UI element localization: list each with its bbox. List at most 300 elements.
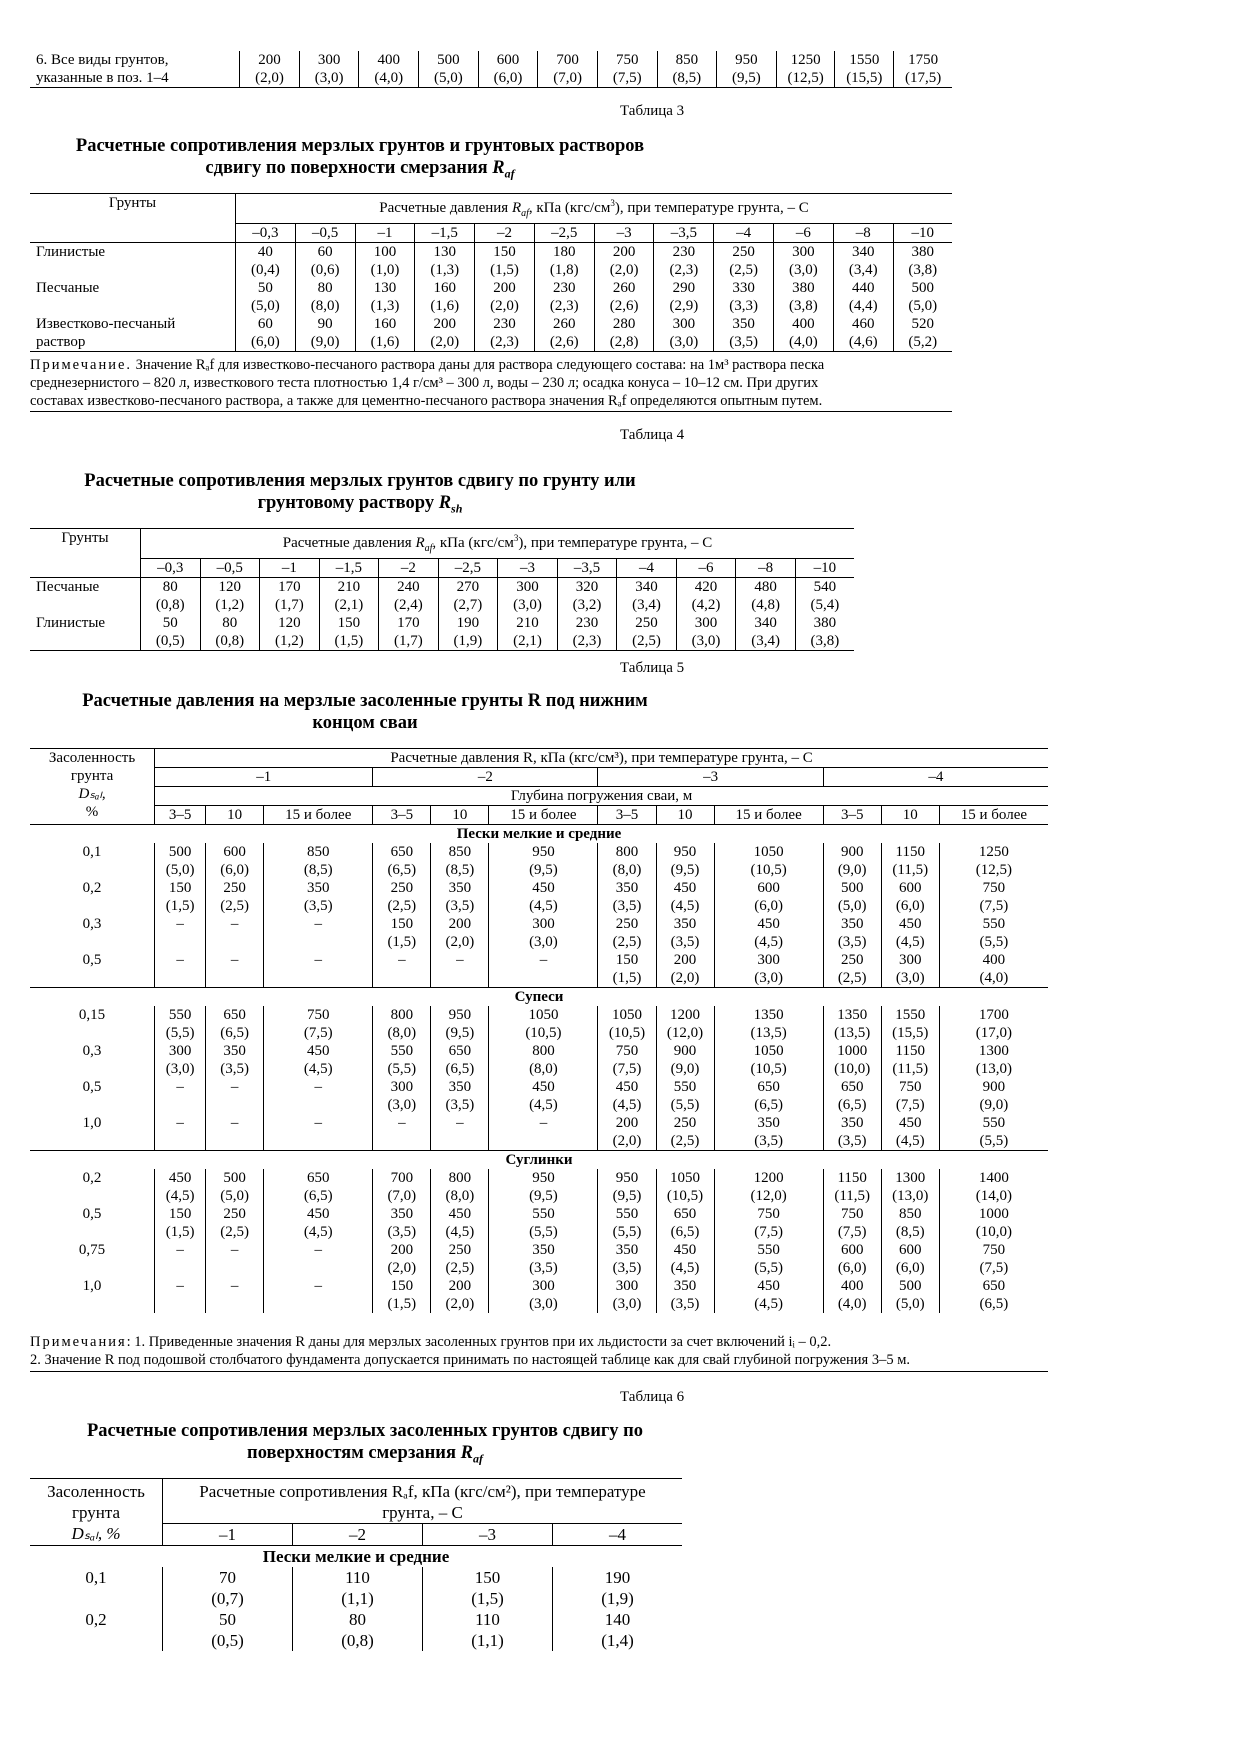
table-cell (200, 578, 260, 615)
cell-value: 750 (615, 52, 639, 68)
table-cell (295, 315, 355, 352)
table-cell (538, 51, 598, 88)
cell-value: 200 (448, 916, 472, 932)
table-cell (264, 1205, 373, 1241)
cell-value (264, 1096, 372, 1114)
cell-value: 600 (223, 844, 246, 860)
cell-value: (12,0) (666, 1025, 704, 1041)
cell-value: (1,3) (370, 298, 400, 314)
table-3-title: Расчетные сопротивления мерзлых грунтов и грунтовых растворов сдвигу по поверхности смерзания $R_{af}$ (75, 136, 645, 181)
table-cell (881, 1169, 939, 1205)
cell-value: 750 (982, 880, 1006, 896)
cell-value: (3,0) (754, 970, 783, 986)
cell-value: (12,0) (750, 1188, 787, 1204)
cell-value: (4,5) (754, 934, 783, 950)
table-cell (264, 1241, 373, 1277)
cell-value: 450 (307, 1043, 330, 1059)
cell-value: 950 (532, 844, 555, 860)
table-cell (206, 1042, 264, 1078)
salinity-value (30, 915, 155, 951)
table-row (30, 1609, 682, 1651)
cell-value: 600 (840, 1242, 864, 1258)
cell-value: (9,5) (612, 1188, 642, 1204)
cell-value: – (314, 952, 322, 968)
cell-value: (9,0) (837, 862, 867, 878)
cell-value: (8,5) (445, 862, 475, 878)
cell-value: –2,5 (454, 560, 482, 576)
cell-value: 250 (673, 1115, 697, 1131)
table-cell (656, 1277, 714, 1313)
cell-value: 520 (911, 316, 935, 332)
cell-value: 1750 (908, 52, 939, 68)
cell-value: 200 (493, 280, 516, 296)
cell-value: (11,5) (834, 1188, 871, 1204)
cell-value: 550 (982, 1115, 1006, 1131)
cell-value: 350 (757, 1115, 780, 1131)
cell-value: 350 (840, 1115, 864, 1131)
cell-value: (6,5) (303, 1188, 333, 1204)
cell-value (206, 1096, 263, 1114)
cell-value: 260 (612, 280, 636, 296)
table-cell (553, 1609, 683, 1651)
table-cell (293, 1609, 423, 1651)
cell-value: 650 (757, 1079, 780, 1095)
cell-value: 600 (898, 880, 922, 896)
cell-value: (2,0) (445, 934, 475, 950)
table-cell (656, 843, 714, 879)
cell-value: 330 (732, 280, 755, 296)
cell-value: (1,5) (334, 633, 364, 649)
cell-value: 350 (615, 880, 639, 896)
cell-value: 1200 (670, 1007, 701, 1023)
cell-value: –1,5 (335, 560, 362, 576)
cell-value: 1400 (978, 1170, 1009, 1186)
cell-value: (1,2) (215, 597, 245, 613)
cell-value: 0,3 (82, 1043, 102, 1059)
cell-value: (7,5) (979, 1260, 1009, 1276)
temp-header (654, 224, 714, 243)
cell-value: (4,4) (848, 298, 878, 314)
table-cell (431, 1042, 489, 1078)
table-cell (893, 243, 952, 280)
temp-header (833, 224, 893, 243)
table-cell (489, 1078, 598, 1114)
table-cell (939, 1042, 1048, 1078)
table-cell (881, 879, 939, 915)
cell-value: 850 (307, 844, 330, 860)
table-cell (264, 1006, 373, 1042)
table-cell (774, 315, 834, 352)
cell-value: (2,3) (490, 334, 519, 350)
table-cell (264, 951, 373, 988)
cell-value: 550 (673, 1079, 697, 1095)
table-cell (939, 1241, 1048, 1277)
salinity-value (30, 1006, 155, 1042)
cell-value: 650 (223, 1007, 246, 1023)
cell-value: (10,5) (750, 862, 787, 878)
cell-value: 450 (898, 1115, 922, 1131)
cell-value: 450 (757, 1278, 780, 1294)
table-cell (939, 1006, 1048, 1042)
cell-value: –3,5 (670, 225, 697, 241)
salinity-value (30, 1609, 163, 1651)
cell-value: – (176, 952, 184, 968)
table-cell (714, 1006, 823, 1042)
cell-value: (5,5) (979, 1133, 1009, 1149)
table-cell (295, 279, 355, 315)
cell-value: 1300 (895, 1170, 926, 1186)
cell-value: 0,2 (82, 880, 102, 896)
depth-col-header (881, 806, 939, 825)
cell-value: 750 (615, 1043, 639, 1059)
cell-value: 130 (433, 244, 456, 260)
cell-value: 230 (493, 316, 516, 332)
cell-value: (6,0) (220, 862, 250, 878)
cell-value: –2 (477, 769, 493, 785)
table-cell (654, 243, 714, 280)
pressure-header: Расчетные давления R, кПа (кгс/см³), при температуре грунта, – С (155, 749, 1048, 768)
cell-value: Песчаные (36, 579, 100, 595)
cell-value: 300 (615, 1278, 639, 1294)
table-cell (939, 879, 1048, 915)
cell-value: 0,2 (85, 1610, 107, 1629)
table-cell (823, 951, 881, 988)
table-cell (423, 1567, 553, 1609)
cell-value: 550 (532, 1206, 555, 1222)
cell-value: –2 (400, 560, 416, 576)
cell-value (206, 1295, 263, 1313)
cell-value: (6,0) (895, 1260, 925, 1276)
table-cell (489, 1006, 598, 1042)
cell-value (264, 1132, 372, 1150)
cell-value (155, 1096, 205, 1114)
cell-value: 450 (898, 916, 922, 932)
cell-value: (1,7) (274, 597, 304, 613)
cell-value: 110 (475, 1610, 500, 1629)
cell-value: (0,8) (215, 633, 245, 649)
cell-value: раствор (36, 334, 86, 350)
table-cell (438, 614, 498, 651)
cell-value: (5,0) (434, 70, 463, 86)
cell-value: (5,5) (612, 1224, 642, 1240)
table-cell (881, 1078, 939, 1114)
table-cell (657, 51, 717, 88)
cell-value: 1,0 (82, 1115, 102, 1131)
cell-value: 240 (397, 579, 420, 595)
cell-value: (5,0) (837, 898, 867, 914)
table-row (30, 243, 952, 280)
table-cell (823, 1205, 881, 1241)
cell-value: (3,0) (529, 1296, 558, 1312)
col-salinity-header: Засоленность грунта Dₛₐₗ, % (47, 1482, 145, 1543)
cell-value: 1350 (837, 1007, 868, 1023)
temp-header (295, 224, 355, 243)
table-cell (373, 1277, 431, 1313)
cell-value: 800 (615, 844, 639, 860)
temp-group-header (155, 768, 373, 787)
table-cell (155, 951, 206, 988)
cell-value: 200 (448, 1278, 472, 1294)
cell-value: Пески мелкие и средние (456, 826, 622, 842)
cell-value: 150 (390, 916, 414, 932)
table-cell (475, 243, 535, 280)
cell-value: 1050 (612, 1007, 642, 1023)
table-cell (823, 879, 881, 915)
table-cell (823, 1078, 881, 1114)
table-cell (373, 1042, 431, 1078)
cell-value: (2,1) (513, 633, 542, 649)
cell-value: –3 (616, 225, 632, 241)
cell-value: 90 (317, 316, 333, 332)
cell-value: 460 (851, 316, 875, 332)
cell-value: 450 (448, 1206, 472, 1222)
col-salinity-header: Засоленность грунта Dₛₐₗ, % (48, 750, 136, 820)
cell-value: (2,5) (632, 633, 661, 649)
salinity-value (30, 879, 155, 915)
salinity-value (30, 1078, 155, 1114)
cell-value: (3,5) (837, 1133, 867, 1149)
table-cell (415, 243, 475, 280)
table-cell (823, 915, 881, 951)
depth-col-header (656, 806, 714, 825)
cell-value: (2,5) (729, 262, 759, 278)
table-cell (373, 1241, 431, 1277)
cell-value: (9,5) (529, 1188, 558, 1204)
cell-value: (9,0) (979, 1097, 1009, 1113)
cell-value: (6,0) (251, 334, 280, 350)
temp-header (893, 224, 952, 243)
table-cell (795, 578, 854, 615)
table-cell (489, 1042, 598, 1078)
cell-value: 300 (672, 316, 696, 332)
cell-value (206, 933, 263, 951)
cell-value: (1,6) (370, 334, 400, 350)
table-cell (881, 1042, 939, 1078)
temp-header (319, 559, 379, 578)
cell-value: (4,2) (691, 597, 721, 613)
divider (30, 411, 952, 412)
cell-value: (6,5) (670, 1224, 700, 1240)
table-cell (431, 1006, 489, 1042)
cell-value: (3,0) (387, 1097, 417, 1113)
cell-value: 350 (448, 880, 472, 896)
temp-group-header (823, 768, 1048, 787)
cell-value: (5,0) (165, 862, 195, 878)
table-cell (881, 843, 939, 879)
cell-value: (6,5) (445, 1061, 475, 1077)
table-cell (656, 1006, 714, 1042)
cell-value (206, 969, 263, 987)
cell-value: (2,3) (669, 262, 699, 278)
cell-value: (7,5) (979, 898, 1009, 914)
cell-value: 400 (982, 952, 1006, 968)
depth-col-header (823, 806, 881, 825)
cell-value: (7,5) (303, 1025, 333, 1041)
cell-value: (3,5) (670, 934, 700, 950)
cell-value: (3,5) (612, 1260, 642, 1276)
cell-value: Суглинки (505, 1152, 573, 1168)
table-5 (30, 748, 1048, 1313)
cell-value: 500 (898, 1278, 922, 1294)
table-cell (714, 915, 823, 951)
table-cell (598, 1006, 656, 1042)
cell-value: (2,4) (394, 597, 423, 613)
section-title (30, 1546, 682, 1568)
table-cell (319, 578, 379, 615)
cell-value: (4,5) (529, 898, 558, 914)
cell-value: 250 (732, 244, 755, 260)
table-cell (475, 315, 535, 352)
table-cell (939, 1277, 1048, 1313)
cell-value: –1 (281, 560, 297, 576)
cell-value: 550 (615, 1206, 639, 1222)
table-row (30, 578, 854, 615)
cell-value (264, 1295, 372, 1313)
table-cell (155, 843, 206, 879)
cell-value: –0,3 (157, 560, 184, 576)
table-cell (489, 1241, 598, 1277)
cell-value: 300 (168, 1043, 192, 1059)
table-cell (881, 1241, 939, 1277)
table-cell (379, 578, 439, 615)
cell-value: 1,0 (82, 1278, 102, 1294)
cell-value: Глинистые (36, 615, 106, 631)
cell-value: (10,5) (750, 1061, 787, 1077)
cell-value: (2,0) (609, 262, 639, 278)
salinity-value (30, 843, 155, 879)
cell-value: 1300 (978, 1043, 1009, 1059)
cell-value: 900 (673, 1043, 697, 1059)
table-cell (774, 279, 834, 315)
table-cell (598, 843, 656, 879)
cell-value: (4,5) (612, 1097, 642, 1113)
table-cell (373, 1169, 431, 1205)
table-cell (236, 279, 296, 315)
cell-value: 160 (433, 280, 456, 296)
cell-value: (8,0) (445, 1188, 475, 1204)
cell-value: (4,0) (789, 334, 818, 350)
depth-col-header (431, 806, 489, 825)
table-cell (714, 1114, 823, 1151)
cell-value: – (314, 1115, 322, 1131)
cell-value: (3,5) (837, 934, 867, 950)
cell-value: –10 (911, 225, 935, 241)
cell-value: (2,0) (445, 1296, 475, 1312)
cell-value: –4 (736, 225, 752, 241)
cell-value: (5,5) (529, 1224, 558, 1240)
table-cell (881, 1277, 939, 1313)
cell-value: 450 (532, 1079, 555, 1095)
cell-value: Песчаные (36, 280, 100, 296)
cell-value: (0,4) (251, 262, 280, 278)
table-cell (881, 951, 939, 988)
table-5-label: Таблица 5 (620, 660, 685, 676)
cell-value: (2,8) (609, 334, 639, 350)
cell-value: – (398, 952, 406, 968)
table-cell (714, 1042, 823, 1078)
temp-header (438, 559, 498, 578)
table-cell (423, 1609, 553, 1651)
table-cell (415, 279, 475, 315)
table-cell (206, 951, 264, 988)
table-cell (431, 879, 489, 915)
cell-value: 200 (433, 316, 456, 332)
cell-value: (5,0) (908, 298, 938, 314)
table-cell (714, 243, 774, 280)
cell-value: (9,5) (670, 862, 700, 878)
cell-value: 450 (532, 880, 555, 896)
cell-value: (2,6) (609, 298, 639, 314)
cell-value: 340 (851, 244, 875, 260)
table-cell (489, 879, 598, 915)
table-cell (939, 1078, 1048, 1114)
cell-value: –1,5 (431, 225, 458, 241)
cell-value: 750 (840, 1206, 864, 1222)
table-cell (714, 1241, 823, 1277)
cell-value: (13,0) (892, 1188, 929, 1204)
cell-value: (3,5) (729, 334, 759, 350)
table-cell (656, 951, 714, 988)
cell-value: (3,3) (729, 298, 759, 314)
table-cell (264, 843, 373, 879)
cell-value: 50 (257, 280, 273, 296)
cell-value: (7,0) (387, 1188, 417, 1204)
cell-value: (0,5) (211, 1631, 244, 1650)
cell-value: Известково-песчаный (36, 316, 176, 332)
cell-value: 160 (373, 316, 397, 332)
salinity-value (30, 1567, 163, 1609)
cell-value: (5,2) (908, 334, 938, 350)
cell-value: 400 (377, 52, 401, 68)
table-cell (373, 879, 431, 915)
table-cell (498, 614, 558, 651)
cell-value: 950 (448, 1007, 472, 1023)
temp-header (163, 1524, 293, 1546)
cell-value: (2,5) (220, 898, 250, 914)
table-cell (379, 614, 439, 651)
cell-value: (0,8) (155, 597, 185, 613)
cell-value: 200 (673, 952, 697, 968)
table-cell (489, 843, 598, 879)
cell-value: 150 (168, 880, 192, 896)
cell-value: (7,0) (553, 70, 582, 86)
table-row (30, 1078, 1048, 1114)
depth-col-header (598, 806, 656, 825)
table-cell (240, 51, 300, 88)
cell-value: 800 (390, 1007, 414, 1023)
table-cell (155, 1277, 206, 1313)
temp-header (355, 224, 415, 243)
temp-header (795, 559, 854, 578)
cell-value: (4,6) (848, 334, 878, 350)
cell-value: – (176, 1115, 184, 1131)
cell-value: – (456, 1115, 464, 1131)
cell-value: (1,0) (370, 262, 400, 278)
cell-value: (3,5) (670, 1296, 700, 1312)
table-3-note: Примечание. Значение Rₐf для известково-песчаного раствора даны для раствора следующего состава: на 1м³ раствора песка среднезернистого – 820 л, известкового теста плотностью 1,4 г/см³ – 300 л, воды – 230 л; осадка конуса – 10–12 см. При других составах известково-песчаного раствора, а также для цементно-песчаного раствора значения Rₐf определяются опытным путем. (30, 357, 825, 409)
table-cell (881, 1006, 939, 1042)
row-label (30, 614, 141, 651)
cell-value: –4 (609, 1525, 626, 1544)
cell-value: – (230, 1079, 239, 1095)
table-cell (736, 614, 796, 651)
cell-value: 1050 (753, 844, 784, 860)
table-cell (489, 1277, 598, 1313)
table-cell (714, 1277, 823, 1313)
cell-value (155, 969, 205, 987)
cell-value: –4 (639, 560, 655, 576)
table-cell (264, 1042, 373, 1078)
